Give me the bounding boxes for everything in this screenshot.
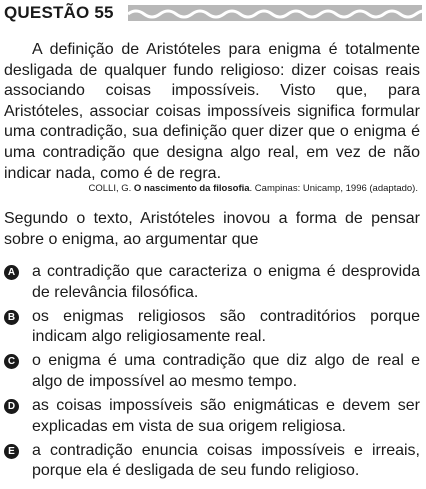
option-a-badge: A xyxy=(4,265,19,280)
option-a[interactable] xyxy=(4,262,420,303)
option-d-badge: D xyxy=(4,399,19,414)
option-e[interactable] xyxy=(4,441,420,482)
question-title: QUESTÃO 55 xyxy=(4,3,114,22)
option-a-text: a contradição que caracteriza o enigma é desprovida de relevância filosófica. xyxy=(32,263,420,301)
option-c-text: o enigma é uma contradição que diz algo de real e algo de impossível ao mesmo tempo. xyxy=(32,352,420,390)
citation xyxy=(89,183,418,194)
option-c[interactable] xyxy=(4,351,420,392)
option-e-badge: E xyxy=(4,444,19,459)
option-c-badge: C xyxy=(4,354,19,369)
option-b-badge: B xyxy=(4,310,19,325)
question-stem: Segundo o texto, Aristóteles inovou a forma de pensar sobre o enigma, ao argumentar que xyxy=(4,210,420,248)
passage-text: A definição de Aristóteles para enigma é totalmente desligada de qualquer fundo religioso: dizer coisas reais associando coisas impossíveis. Visto que, para Aristóteles, associar coisas impossíveis significa formular uma contradição, sua definição quer dizer que o enigma é uma contradição que designa algo real, em vez de não indicar nada, como é de regra. xyxy=(4,41,420,182)
answer-options xyxy=(4,262,420,485)
citation-author: COLLI, G. xyxy=(88,183,132,194)
citation-details: . Campinas: Unicamp, 1996 (adaptado). xyxy=(249,183,418,194)
question-header xyxy=(4,2,422,24)
option-b[interactable] xyxy=(4,307,420,348)
citation-work: O nascimento da filosofia xyxy=(133,183,250,194)
decorative-wave-band xyxy=(128,5,422,21)
option-d[interactable] xyxy=(4,396,420,437)
option-b-text: os enigmas religiosos são contraditórios porque indicam algo religiosamente real. xyxy=(32,307,420,346)
option-d-text: as coisas impossíveis são enigmáticas e devem ser explicadas em vista de sua origem religiosa. xyxy=(32,397,420,435)
option-e-text: a contradição enuncia coisas impossíveis e irreais, porque ela é desligada de seu fundo religioso. xyxy=(32,441,420,480)
